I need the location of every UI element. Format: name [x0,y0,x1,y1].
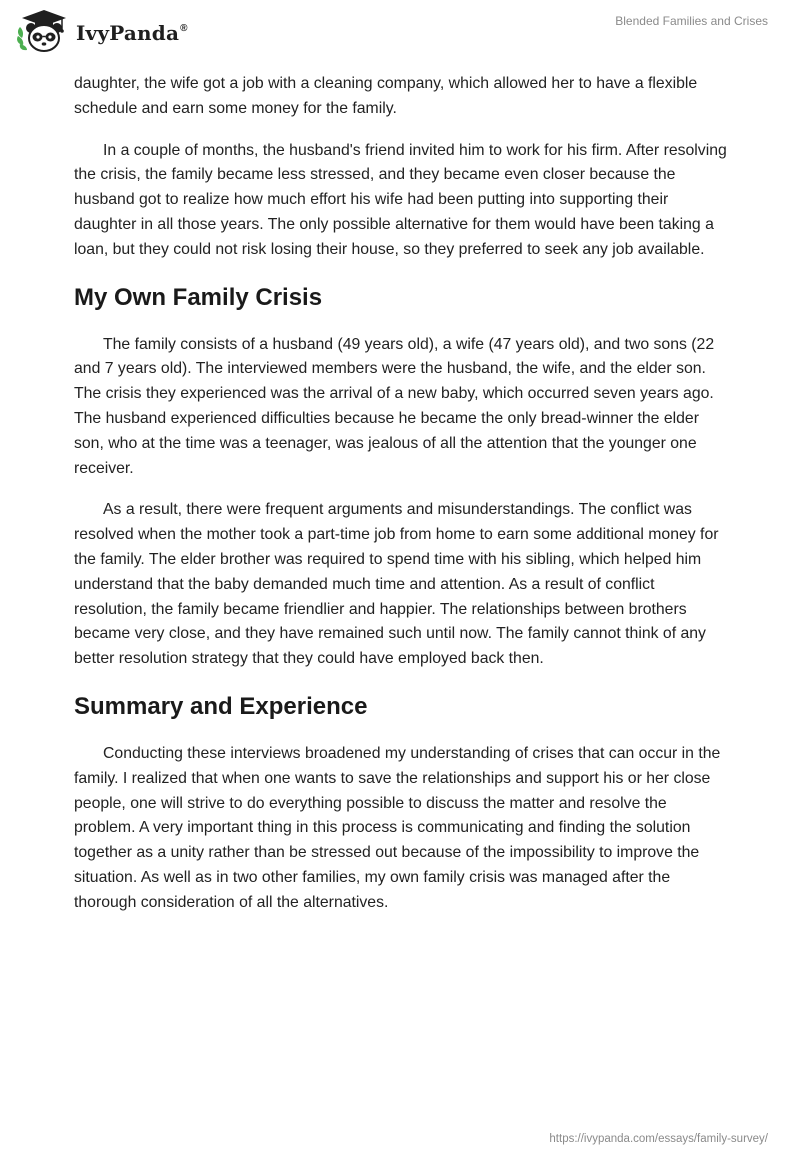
paragraph-resolution: In a couple of months, the husband's friend invited him to work for his firm. After resolving the crisis, the family became less stressed, and they became even closer because the husband got to realize how much effort his wife had been putting into supporting their daughter in all those years. The only possible alternative for them would have been taking a loan, but they could not risk losing their house, so they preferred to seek any job available. [74,141,727,258]
logo-name: IvyPanda [76,21,180,45]
heading-summary-and-experience: Summary and Experience [74,692,368,720]
logo-wordmark [76,21,188,45]
logo-registered-mark: ® [180,23,188,34]
heading-own-family-crisis: My Own Family Crisis [74,283,323,311]
source-url[interactable]: https://ivypanda.com/essays/family-survey/ [549,1133,768,1145]
panda-graduation-cap-icon [16,8,72,54]
paragraph-own-family-1: The family consists of a husband (49 years old), a wife (47 years old), and two sons (22 and 7 years old). The interviewed members were the husband, the wife, and the elder son. The crisis they experienced was the arrival of a new baby, which occurred seven years ago. The husband experienced difficulties because he became the only bread-winner the elder son, who at the time was a teenager, was jealous of all the attention that the younger one receiver. [74,335,715,477]
essay-body [74,72,730,933]
paragraph-own-family-2: As a result, there were frequent arguments and misunderstandings. The conflict was resolved when the mother took a part-time job from home to earn some additional money for the family. The elder brother was required to spend time with his sibling, which helped him understand that the baby demanded much time and attention. As a result of conflict resolution, the family became friendlier and happier. The relationships between brothers became very close, and they have remained such until now. The family cannot think of any better resolution strategy that they could have employed back then. [74,501,719,668]
ivypanda-logo[interactable] [16,8,188,54]
running-title: Blended Families and Crises [615,14,768,28]
page-header [0,0,800,60]
paragraph-summary: Conducting these interviews broadened my understanding of crises that can occur in the family. I realized that when one wants to save the relationships and support his or her close people, one will strive to do everything possible to discuss the matter and resolve the problem. A very important thing in this process is communicating and finding the solution together as a unity rather than be stressed out because of the impossibility to improve the situation. As well as in two other families, my own family crisis was managed after the thorough consideration of all the alternatives. [74,744,721,911]
paragraph-continued: daughter, the wife got a job with a cleaning company, which allowed her to have a flexible schedule and earn some money for the family. [74,75,698,117]
